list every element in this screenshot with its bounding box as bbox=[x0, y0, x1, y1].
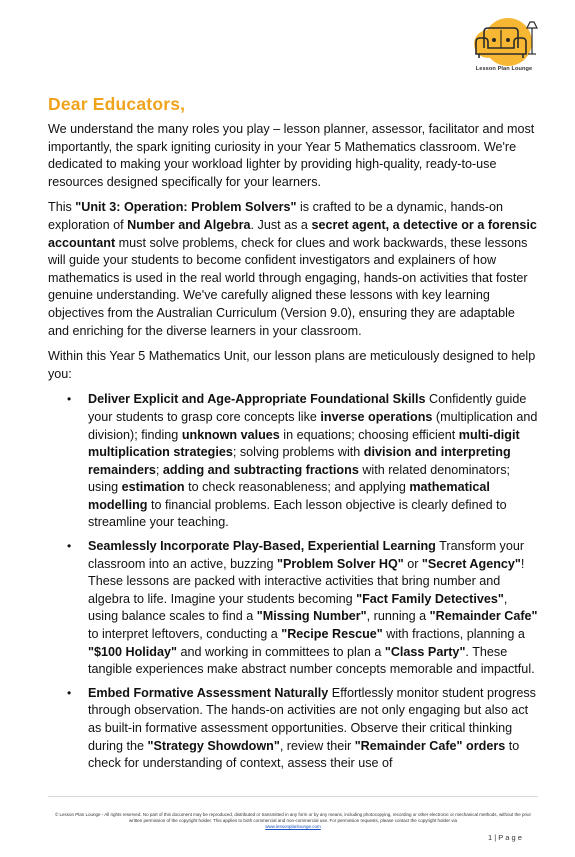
website-link[interactable]: www.lessonplanlounge.com bbox=[265, 824, 321, 830]
footer bbox=[48, 812, 538, 831]
copyright-notice: © Lesson Plan Lounge - All rights reserved. No part of this document may be reproduced, distributed or transmitted in any form or by any means, including photocopying, recording or other electronic or mechanical methods, without the prior written permission of the copyright holder. This applies to both commercial and non-commercial use. For permission requests, please contact the copyright holder via bbox=[54, 812, 532, 824]
unit-paragraph: This "Unit 3: Operation: Problem Solvers" is crafted to be a dynamic, hands-on exploration of Number and Algebra. Just as a secret agent, a detective or a forensic accountant must solve problems, check for clues and work backwards, these lessons will guide your students to become confident investigators and explainers of how mathematics is used in the real world through engaging, hands-on activities that foster genuine understanding. We've carefully aligned these lessons with key learning objectives from the Australian Curriculum (Version 9.0), ensuring they are adaptable and enriching for the diverse learners in your classroom. bbox=[48, 200, 537, 338]
page-title: Dear Educators, bbox=[48, 94, 186, 114]
letter-body bbox=[48, 94, 538, 779]
bullet: • bbox=[67, 539, 72, 554]
page-number: 1 | P a g e bbox=[488, 833, 522, 842]
list-item: • Seamlessly Incorporate Play-Based, Experiential Learning Transform your classroom into an active, buzzing "Problem Solver HQ" or "Secret Agency"! These lessons are packed with interactive activities that bring number and algebra to life. Imagine your students becoming "Fact Family Detectives", using balance scales to find a "Missing Number", running a "Remainder Cafe" to interpret leftovers, conducting a "Recipe Rescue" with fractions, planning a "$100 Holiday" and working in committees to plan a "Class Party". These tangible experiences make abstract number concepts memorable and impactful. bbox=[67, 539, 538, 677]
intro-paragraph: We understand the many roles you play – lesson planner, assessor, facilitator and most importantly, the spark igniting curiosity in your Year 5 Mathematics classroom. We're dedicated to making your workload lighter by providing high-quality, ready-to-use resources designed specifically for your learners. bbox=[48, 122, 535, 189]
footer-divider bbox=[48, 796, 538, 797]
logo-caption: Lesson Plan Lounge bbox=[475, 66, 533, 72]
bullet: • bbox=[67, 685, 72, 700]
list-item: • Deliver Explicit and Age-Appropriate Foundational Skills Confidently guide your students to grasp core concepts like inverse operations (multiplication and division); finding unknown values in equations; choosing efficient multi-digit multiplication strategies; solving problems with division and interpreting remainders; adding and subtracting fractions with related denominators; using estimation to check reasonableness; and applying mathematical modelling to financial problems. Each lesson objective is clearly defined to streamline your teaching. bbox=[67, 392, 538, 530]
list-item: • Embed Formative Assessment Naturally Effortlessly monitor student progress through observation. The hands-on activities are not only engaging but also act as built-in formative assessment opportunities. Observe their critical thinking during the "Strategy Showdown", review their "Remainder Cafe" orders to check for understanding of context, assess their use of bbox=[67, 685, 536, 771]
bullet: • bbox=[67, 392, 72, 407]
objectives-list bbox=[48, 391, 538, 772]
within-paragraph: Within this Year 5 Mathematics Unit, our lesson plans are meticulously designed to help you: bbox=[48, 349, 536, 381]
